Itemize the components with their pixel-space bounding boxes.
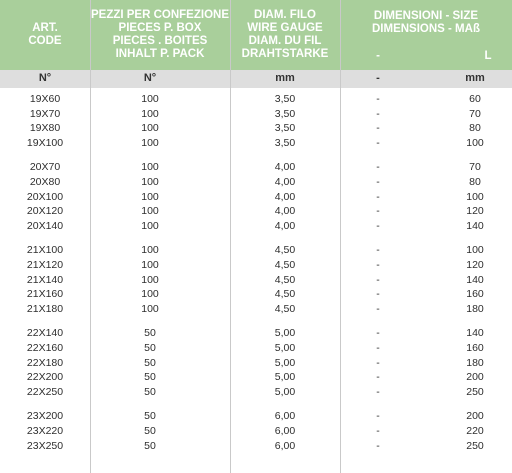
- cell-pieces: 100: [141, 244, 159, 257]
- cell-diam: 4,00: [274, 176, 296, 188]
- header-dim-l: L: [484, 50, 492, 62]
- header-diam-line: DRAHTSTARKE: [241, 48, 329, 60]
- cell-pieces: 100: [141, 93, 159, 105]
- cell-code: 22X180: [26, 356, 64, 369]
- unit-pieces: N°: [143, 72, 157, 84]
- cell-length: 140: [466, 273, 484, 286]
- table-row: [0, 136, 512, 150]
- table-row: [0, 424, 512, 438]
- table-row: [0, 107, 512, 121]
- table-row: [0, 370, 512, 384]
- header-diam-line: WIRE GAUGE: [247, 22, 323, 34]
- cell-pieces: 100: [141, 259, 159, 271]
- table-row: [0, 287, 512, 301]
- cell-length: 200: [466, 410, 484, 423]
- header-diam-line: DIAM. DU FIL: [248, 35, 322, 47]
- cell-dash: -: [376, 410, 380, 423]
- cell-code: 19X60: [29, 93, 61, 105]
- header-diam: [230, 0, 340, 70]
- table-row: [0, 258, 512, 272]
- cell-dash: -: [376, 259, 380, 271]
- cell-code: 20X100: [26, 190, 64, 203]
- cell-code: 21X160: [26, 288, 64, 301]
- cell-dash: -: [376, 302, 380, 315]
- cell-pieces: 50: [144, 371, 156, 384]
- cell-length: 100: [466, 244, 484, 257]
- cell-dash: -: [376, 288, 380, 301]
- cell-pieces: 100: [141, 161, 159, 174]
- cell-diam: 5,00: [274, 342, 296, 354]
- cell-code: 23X220: [26, 425, 64, 437]
- table-row: [0, 160, 512, 174]
- cell-code: 19X70: [29, 107, 61, 120]
- cell-dash: -: [376, 385, 380, 398]
- cell-length: 80: [469, 122, 481, 135]
- cell-diam: 4,50: [274, 273, 296, 286]
- cell-diam: 3,50: [274, 93, 296, 105]
- cell-code: 20X120: [26, 205, 64, 218]
- cell-dash: -: [376, 219, 380, 232]
- column-divider: [90, 0, 91, 473]
- cell-pieces: 100: [141, 122, 159, 135]
- cell-pieces: 100: [141, 176, 159, 188]
- cell-length: 100: [466, 136, 484, 149]
- cell-pieces: 50: [144, 439, 156, 452]
- cell-code: 21X180: [26, 302, 64, 315]
- cell-pieces: 100: [141, 273, 159, 286]
- cell-code: 22X200: [26, 371, 64, 384]
- cell-diam: 4,50: [274, 244, 296, 257]
- cell-diam: 6,00: [274, 410, 296, 423]
- cell-diam: 6,00: [274, 439, 296, 452]
- table-row: [0, 219, 512, 233]
- cell-code: 21X100: [26, 244, 64, 257]
- cell-code: 22X250: [26, 385, 64, 398]
- table-row: [0, 385, 512, 399]
- cell-code: 19X80: [29, 122, 61, 135]
- cell-dash: -: [376, 371, 380, 384]
- cell-code: 21X140: [26, 273, 64, 286]
- cell-code: 23X200: [26, 410, 64, 423]
- cell-diam: 5,00: [274, 356, 296, 369]
- header-code-line: CODE: [28, 35, 62, 47]
- cell-length: 60: [469, 93, 481, 105]
- cell-diam: 4,00: [274, 205, 296, 218]
- cell-diam: 4,50: [274, 302, 296, 315]
- unit-l: mm: [465, 72, 485, 84]
- cell-length: 200: [466, 371, 484, 384]
- cell-diam: 5,00: [274, 371, 296, 384]
- cell-pieces: 50: [144, 342, 156, 354]
- cell-dash: -: [376, 425, 380, 437]
- cell-dash: -: [376, 136, 380, 149]
- cell-length: 140: [466, 219, 484, 232]
- cell-diam: 5,00: [274, 327, 296, 340]
- cell-pieces: 50: [144, 356, 156, 369]
- cell-dash: -: [376, 356, 380, 369]
- header-dim-dash: -: [376, 50, 380, 62]
- column-divider: [340, 0, 341, 473]
- cell-code: 20X140: [26, 219, 64, 232]
- cell-dash: -: [376, 244, 380, 257]
- cell-dash: -: [376, 122, 380, 135]
- cell-pieces: 50: [144, 327, 156, 340]
- cell-pieces: 100: [141, 219, 159, 232]
- header-pieces-line: INHALT P. PACK: [115, 48, 205, 60]
- unit-code: N°: [38, 72, 52, 84]
- unit-dash: -: [376, 72, 380, 84]
- cell-diam: 4,00: [274, 161, 296, 174]
- header-diam-line: DIAM. FILO: [254, 9, 316, 21]
- header-pieces-line: PEZZI PER CONFEZIONE: [90, 9, 229, 21]
- cell-length: 180: [466, 302, 484, 315]
- cell-length: 70: [469, 161, 481, 174]
- header-dim-line1: DIMENSIONI - SIZE: [373, 10, 479, 22]
- table-row: [0, 273, 512, 287]
- table-row: [0, 326, 512, 340]
- cell-pieces: 100: [141, 205, 159, 218]
- cell-pieces: 100: [141, 288, 159, 301]
- cell-pieces: 50: [144, 410, 156, 423]
- cell-length: 70: [469, 107, 481, 120]
- cell-length: 250: [466, 439, 484, 452]
- header-code-line: ART.: [32, 22, 58, 34]
- cell-dash: -: [376, 93, 380, 105]
- table-row: [0, 190, 512, 204]
- cell-pieces: 100: [141, 136, 159, 149]
- unit-diam: mm: [275, 72, 295, 84]
- cell-code: 22X160: [26, 342, 64, 354]
- cell-length: 120: [466, 259, 484, 271]
- units-row: [0, 70, 512, 88]
- cell-length: 120: [466, 205, 484, 218]
- cell-dash: -: [376, 439, 380, 452]
- cell-diam: 5,00: [274, 385, 296, 398]
- cell-pieces: 50: [144, 385, 156, 398]
- table-row: [0, 121, 512, 135]
- cell-diam: 4,00: [274, 219, 296, 232]
- cell-code: 19X100: [26, 136, 64, 149]
- table-header: [0, 0, 512, 70]
- cell-dash: -: [376, 107, 380, 120]
- cell-code: 20X70: [29, 161, 61, 174]
- cell-dash: -: [376, 176, 380, 188]
- header-pieces-line: PIECES . BOITES: [112, 35, 208, 47]
- cell-diam: 4,00: [274, 190, 296, 203]
- table-row: [0, 439, 512, 453]
- cell-code: 21X120: [26, 259, 64, 271]
- cell-pieces: 100: [141, 190, 159, 203]
- cell-dash: -: [376, 273, 380, 286]
- cell-pieces: 100: [141, 107, 159, 120]
- table-row: [0, 302, 512, 316]
- cell-length: 180: [466, 356, 484, 369]
- header-pieces: [90, 0, 230, 70]
- cell-code: 20X80: [29, 176, 61, 188]
- cell-length: 220: [466, 425, 484, 437]
- column-divider: [230, 0, 231, 473]
- cell-dash: -: [376, 342, 380, 354]
- cell-length: 100: [466, 190, 484, 203]
- cell-length: 160: [466, 342, 484, 354]
- cell-length: 140: [466, 327, 484, 340]
- cell-pieces: 50: [144, 425, 156, 437]
- cell-dash: -: [376, 205, 380, 218]
- header-dimensions: [340, 0, 512, 70]
- table-row: [0, 341, 512, 355]
- cell-diam: 4,50: [274, 259, 296, 271]
- table-row: [0, 243, 512, 257]
- cell-diam: 3,50: [274, 122, 296, 135]
- cell-code: 23X250: [26, 439, 64, 452]
- table-row: [0, 356, 512, 370]
- cell-length: 80: [469, 176, 481, 188]
- table-row: [0, 175, 512, 189]
- cell-diam: 6,00: [274, 425, 296, 437]
- header-pieces-line: PIECES P. BOX: [118, 22, 202, 34]
- table-row: [0, 92, 512, 106]
- cell-diam: 3,50: [274, 136, 296, 149]
- cell-diam: 4,50: [274, 288, 296, 301]
- cell-length: 250: [466, 385, 484, 398]
- table-row: [0, 204, 512, 218]
- cell-dash: -: [376, 161, 380, 174]
- cell-length: 160: [466, 288, 484, 301]
- header-dim-line2: DIMENSIONS - MAß: [372, 23, 480, 35]
- table-row: [0, 409, 512, 423]
- cell-code: 22X140: [26, 327, 64, 340]
- cell-diam: 3,50: [274, 107, 296, 120]
- cell-dash: -: [376, 190, 380, 203]
- cell-pieces: 100: [141, 302, 159, 315]
- header-code: [0, 0, 90, 70]
- cell-dash: -: [376, 327, 380, 340]
